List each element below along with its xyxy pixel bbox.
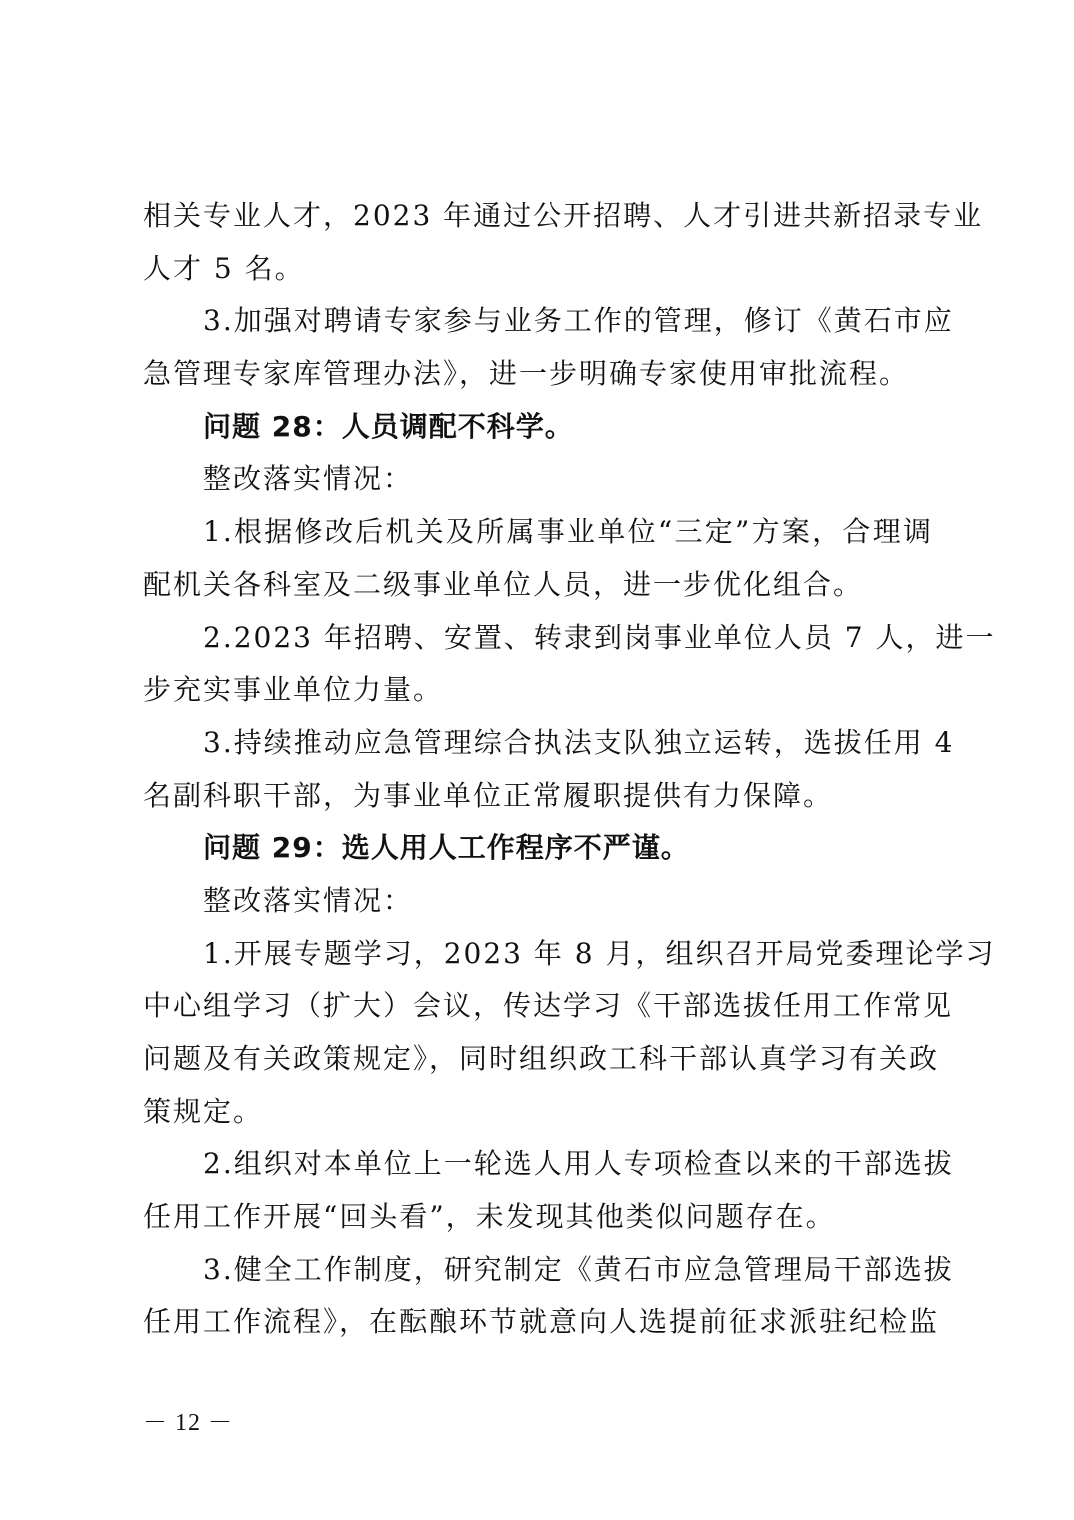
paragraph-line: 急管理专家库管理办法》，进一步明确专家使用审批流程。 [143,357,910,391]
paragraph-line: 步充实事业单位力量。 [143,673,444,707]
paragraph-line: 问题及有关政策规定》，同时组织政工科干部认真学习有关政 [143,1042,940,1075]
paragraph-line: 任用工作流程》，在酝酿环节就意向人选提前征求派驻纪检监 [143,1305,940,1339]
paragraph-line: 人才 5 名。 [143,251,305,285]
paragraph-line: 相关专业人才，2023 年通过公开招聘、人才引进共新招录专业 [143,199,984,232]
paragraph-line: 3.持续推动应急管理综合执法支队独立运转，选拔任用 4 [203,725,955,759]
paragraph-line: 名副科职干部，为事业单位正常履职提供有力保障。 [143,778,834,812]
paragraph-line: 任用工作开展“回头看”，未发现其他类似问题存在。 [143,1200,836,1234]
paragraph-line: 2.组织对本单位上一轮选人用人专项检查以来的干部选拔 [203,1147,954,1181]
body-text [143,190,996,1349]
page-number: － 12 － [143,1410,233,1436]
paragraph-line: 策规定。 [143,1094,264,1128]
section-heading: 问题 29：选人用人工作程序不严谨。 [203,831,690,865]
paragraph-line: 3.加强对聘请专家参与业务工作的管理，修订《黄石市应 [203,304,954,338]
paragraph-line: 1.根据修改后机关及所属事业单位“三定”方案，合理调 [203,515,933,549]
paragraph-line: 3.健全工作制度，研究制定《黄石市应急管理局干部选拔 [203,1252,954,1286]
paragraph-line: 配机关各科室及二级事业单位人员，进一步优化组合。 [143,567,864,601]
paragraph-line: 2.2023 年招聘、安置、转隶到岗事业单位人员 7 人，进一 [203,620,996,654]
paragraph-line: 1.开展专题学习，2023 年 8 月，组织召开局党委理论学习 [203,936,996,970]
section-heading: 问题 28：人员调配不科学。 [203,409,574,443]
paragraph-line: 中心组学习（扩大）会议，传达学习《干部选拔任用工作常见 [143,989,954,1023]
paragraph-line: 整改落实情况： [203,462,414,496]
paragraph-line: 整改落实情况： [203,883,414,917]
